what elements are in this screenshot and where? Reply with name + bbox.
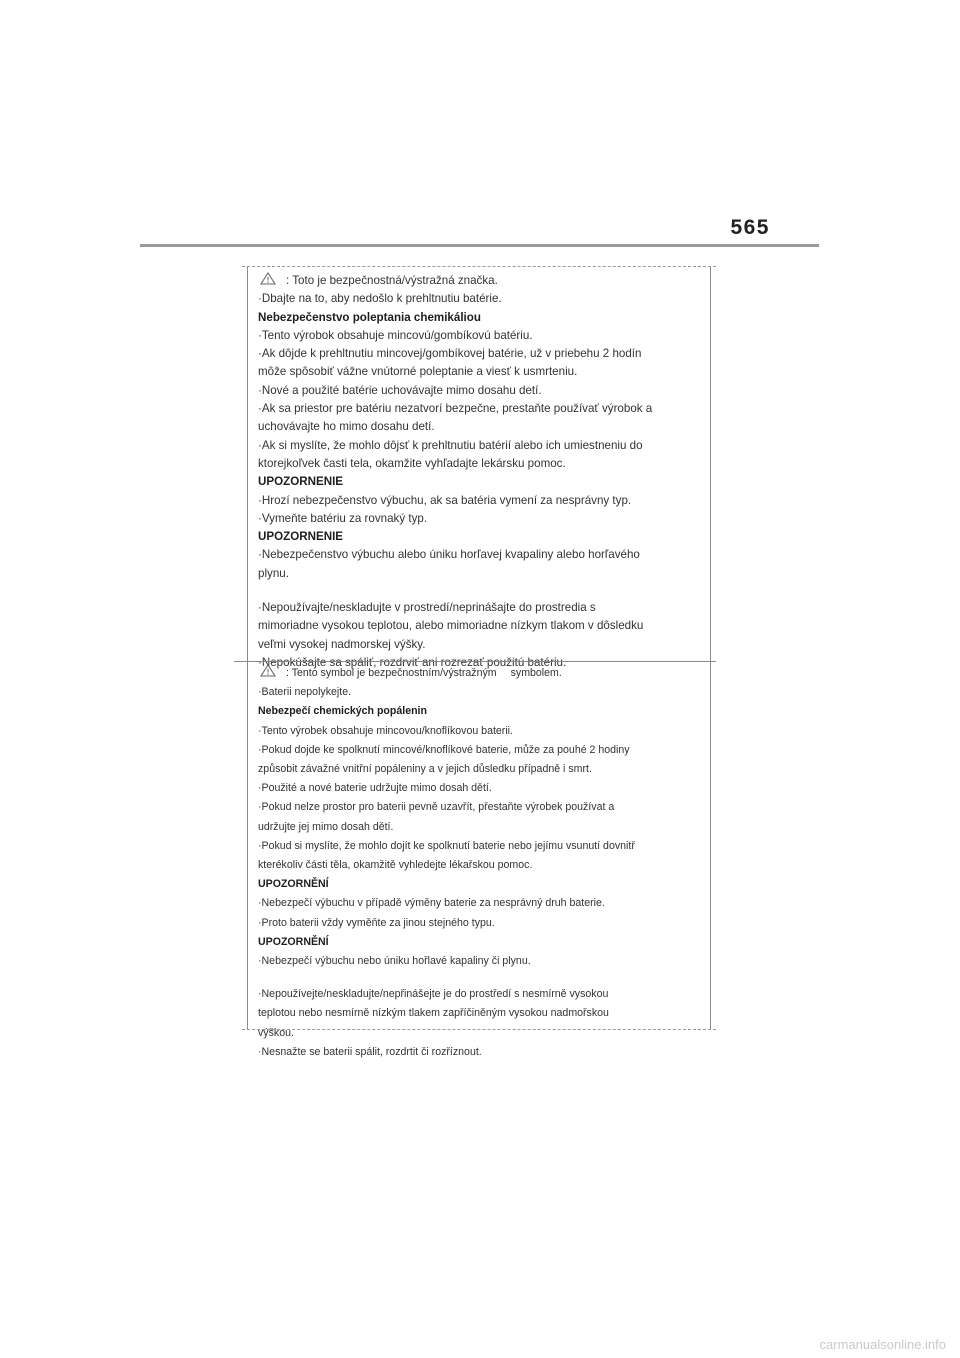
warning-line: ·Nebezpečenstvo výbuchu alebo úniku horľavej kvapaliny alebo horľavého xyxy=(258,548,640,562)
page-number: 565 xyxy=(730,216,770,239)
slovak-symbol-line xyxy=(258,272,698,290)
warning-line: ·Použité a nové baterie udržujte mimo dosah dětí. xyxy=(258,782,492,795)
warning-line: ·Ak si myslíte, že mohlo dôjsť k prehltnutiu batérií alebo ich umiestneniu do xyxy=(258,438,643,452)
warning-line: mimoriadne vysokou teplotou, alebo mimoriadne nízkym tlakom v dôsledku xyxy=(258,619,644,633)
czech-symbol-text: : Tento symbol je bezpečnostním/výstražným xyxy=(286,667,497,679)
warning-line: ·Vymeňte batériu za rovnaký typ. xyxy=(258,511,428,525)
warning-line: uchovávajte ho mimo dosahu detí. xyxy=(258,420,435,434)
warning-triangle-icon xyxy=(260,272,276,285)
warning-line: plynu. xyxy=(258,566,289,580)
warning-line: môže spôsobiť vážne vnútorné poleptanie a viesť k usmrteniu. xyxy=(258,365,578,379)
warning-line: ·Ak sa priestor pre batériu nezatvorí bezpečne, prestaňte používať výrobok a xyxy=(258,402,653,416)
warning-line: ·Pokud nelze prostor pro baterii pevně uzavřít, přestaňte výrobek používat a xyxy=(258,801,615,814)
warning-line: kterékoliv části těla, okamžitě vyhledejte lékařskou pomoc. xyxy=(258,859,533,872)
section-heading: Nebezpečí chemických popálenin xyxy=(258,705,427,718)
section-divider xyxy=(234,661,716,662)
warning-line: ·Pokud si myslíte, že mohlo dojít ke spolknutí baterie nebo jejímu vsunutí dovnitř xyxy=(258,839,635,852)
section-heading: UPOZORNĚNÍ xyxy=(258,878,329,891)
site-watermark: carmanualsonline.info xyxy=(819,1337,946,1352)
section-heading: UPOZORNENIE xyxy=(258,530,344,544)
warning-line: ·Nepokúšajte sa spáliť, rozdrviť ani rozrezať použitú batériu. xyxy=(258,655,567,669)
warning-line: ·Hrozí nebezpečenstvo výbuchu, ak sa batéria vymení za nesprávny typ. xyxy=(258,493,632,507)
warning-line: ·Nepoužívejte/neskladujte/nepřinášejte je do prostředí s nesmírně vysokou xyxy=(258,988,609,1001)
warning-line: ktorejkoľvek časti tela, okamžite vyhľadajte lekársku pomoc. xyxy=(258,456,566,470)
paragraph-gap xyxy=(258,971,698,985)
warning-line: teplotou nebo nesmírně nízkým tlakem zapříčiněným vysokou nadmořskou xyxy=(258,1007,609,1020)
warning-line: ·Tento výrobok obsahuje mincovú/gombíkovú batériu. xyxy=(258,328,533,342)
warning-line: ·Nesnažte se baterii spálit, rozdrtit či rozříznout. xyxy=(258,1045,482,1058)
warning-line: ·Nepoužívajte/neskladujte v prostredí/neprinášajte do prostredia s xyxy=(258,601,596,615)
warning-line: ·Ak dôjde k prehltnutiu mincovej/gombíkovej batérie, už v priebehu 2 hodín xyxy=(258,347,642,361)
warning-line: ·Nové a použité batérie uchovávajte mimo dosahu detí. xyxy=(258,383,542,397)
czech-symbol-line xyxy=(258,664,698,683)
section-heading: Nebezpečenstvo poleptania chemikáliou xyxy=(258,310,481,324)
warning-line: ·Dbajte na to, aby nedošlo k prehltnutiu batérie. xyxy=(258,292,502,306)
warning-line: ·Proto baterii vždy vyměňte za jinou stejného typu. xyxy=(258,916,495,929)
warning-line: ·Nebezpečí výbuchu nebo úniku hořlavé kapaliny či plynu. xyxy=(258,955,531,968)
warning-line: ·Nebezpečí výbuchu v případě výměny baterie za nesprávný druh baterie. xyxy=(258,897,605,910)
warning-line: ·Baterii nepolykejte. xyxy=(258,686,352,699)
battery-warning-label xyxy=(247,266,711,1058)
czech-symbol-tail: symbolem. xyxy=(510,667,562,679)
header-rule xyxy=(140,244,819,247)
warning-line: ·Tento výrobek obsahuje mincovou/knoflíkovou baterii. xyxy=(258,724,513,737)
warning-triangle-icon xyxy=(260,664,276,677)
warning-line: veľmi vysokej nadmorskej výšky. xyxy=(258,637,426,651)
warning-line: výškou. xyxy=(258,1026,294,1039)
section-heading: UPOZORNĚNÍ xyxy=(258,935,329,948)
warning-line: způsobit závažné vnitřní popáleniny a v jejich důsledku případně i smrt. xyxy=(258,763,592,776)
slovak-warning-section xyxy=(258,272,698,669)
czech-warning-section xyxy=(258,664,698,1058)
warning-line: udržujte jej mimo dosah dětí. xyxy=(258,820,394,833)
paragraph-gap xyxy=(258,583,698,599)
section-heading: UPOZORNENIE xyxy=(258,475,344,489)
warning-line: ·Pokud dojde ke spolknutí mincové/knoflíkové baterie, může za pouhé 2 hodiny xyxy=(258,743,630,756)
slovak-symbol-text: : Toto je bezpečnostná/výstražná značka. xyxy=(286,274,498,287)
